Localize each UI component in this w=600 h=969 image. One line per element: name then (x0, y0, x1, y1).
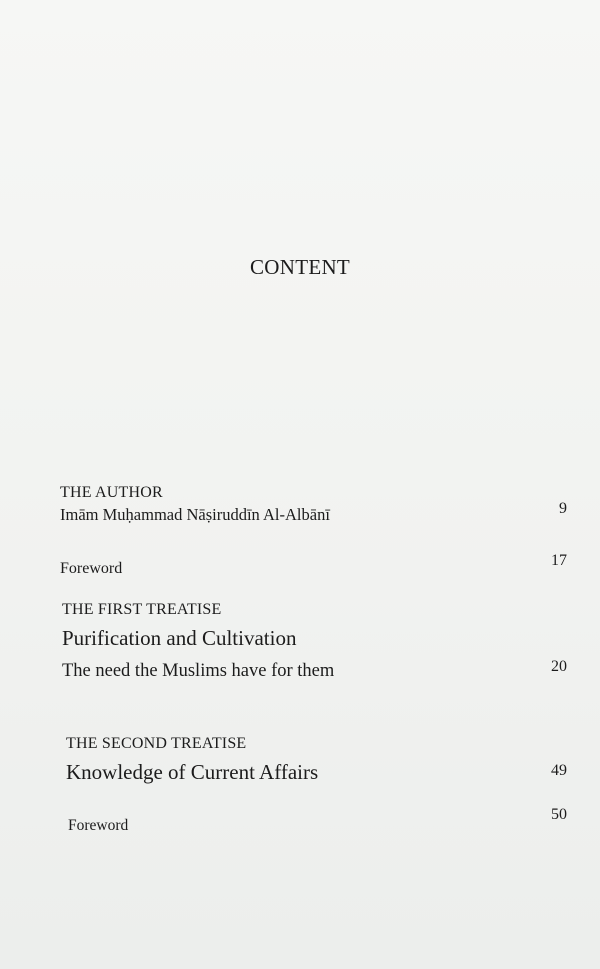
second-foreword-page-number: 50 (551, 806, 567, 823)
first-treatise-page-number: 20 (551, 658, 567, 675)
second-treatise-title: Knowledge of Current Affairs (66, 760, 319, 784)
second-treatise-label: THE SECOND TREATISE (66, 735, 247, 752)
author-page-number: 9 (559, 500, 567, 517)
first-treatise-subtitle: The need the Muslims have for them (62, 661, 335, 681)
first-treatise-title: Purification and Cultivation (62, 626, 297, 650)
second-foreword-entry: Foreword (68, 817, 129, 834)
contents-heading: CONTENT (249, 255, 351, 279)
second-treatise-page-number: 49 (551, 762, 567, 779)
bleed-through-text (40, 60, 580, 880)
foreword-page-number: 17 (551, 552, 567, 569)
foreword-entry: Foreword (60, 560, 123, 577)
author-label: THE AUTHOR (60, 484, 163, 501)
first-treatise-label: THE FIRST TREATISE (62, 601, 222, 618)
author-name: Imām Muḥammad Nāṣiruddīn Al-Albānī (60, 505, 330, 524)
